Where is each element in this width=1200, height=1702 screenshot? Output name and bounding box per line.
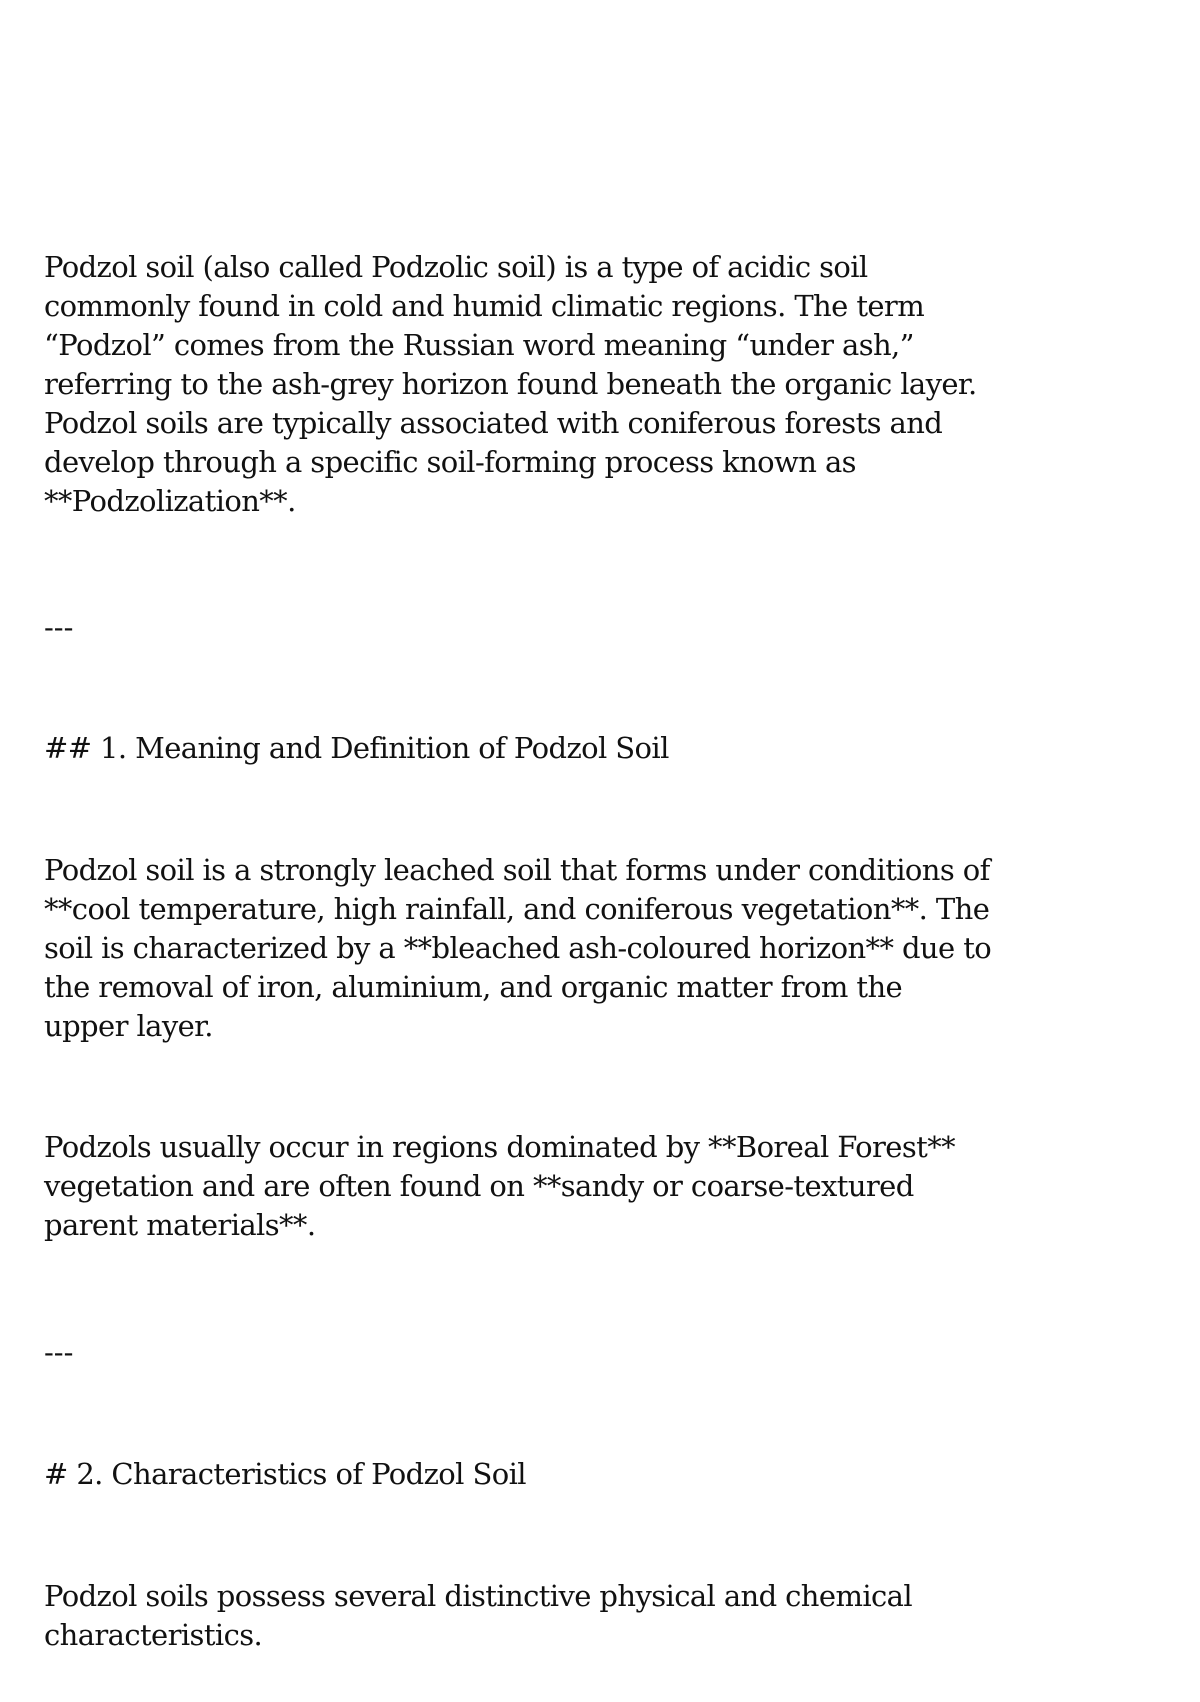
section-2-heading: # 2. Characteristics of Podzol Soil (44, 1457, 526, 1491)
intro-paragraph: Podzol soil (also called Podzolic soil) is a type of acidic soil commonly found in cold and humid climatic regions. The term “Podzol” comes from the Russian word meaning “under ash,” referring to the ash-grey horizon found beneath the organic layer. Podzol soils are typically associated with coniferous forests and develop through a specific soil-forming process known as **Podzolization**. (44, 250, 977, 518)
section-1-paragraph-2: Podzols usually occur in regions dominated by **Boreal Forest** vegetation and are often found on **sandy or coarse-textured parent materials**. (44, 1130, 955, 1242)
section-2-paragraph-1: Podzol soils possess several distinctive physical and chemical characteristics. (44, 1579, 913, 1652)
section-1-heading: ## 1. Meaning and Definition of Podzol Soil (44, 731, 669, 765)
section-1-paragraph-1: Podzol soil is a strongly leached soil that forms under conditions of **cool temperature, high rainfall, and coniferous vegetation**. The soil is characterized by a **bleached ash-coloured horizon** due to the removal of iron, aluminium, and organic matter from the upper layer. (44, 853, 992, 1043)
separator-2: --- (44, 1335, 74, 1369)
separator-1: --- (44, 610, 74, 644)
